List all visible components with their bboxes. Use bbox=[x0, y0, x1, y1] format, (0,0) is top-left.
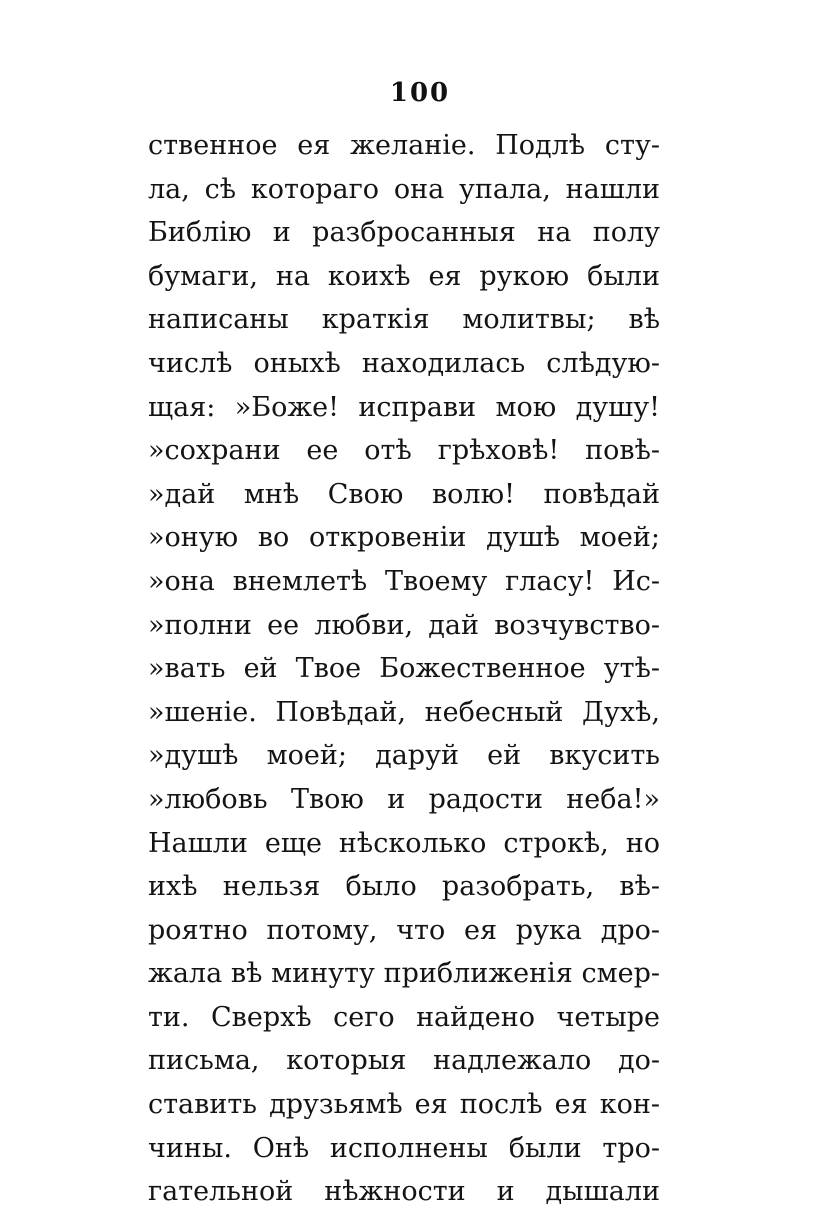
text-line: »сохрани ее отѣ грѣховѣ! повѣ- bbox=[148, 435, 660, 467]
text-line: »оную во откровеніи душѣ моей; bbox=[148, 522, 660, 554]
text-line: Нашли еще нѣсколько строкѣ, но bbox=[148, 827, 660, 859]
text-line: ихѣ нельзя было разобрать, вѣ- bbox=[148, 871, 660, 903]
text-line: »полни ее любви, дай возчувство- bbox=[148, 609, 660, 641]
text-line: »шеніе. Повѣдай, небесный Духѣ, bbox=[148, 696, 660, 728]
page-number: 100 bbox=[389, 78, 451, 108]
text-line: числѣ оныхѣ находилась слѣдую- bbox=[148, 347, 660, 379]
text-line: ственное ея желаніе. Подлѣ сту- bbox=[148, 130, 660, 161]
text-line: жала вѣ минуту приближенія смер- bbox=[148, 958, 660, 990]
text-line: написаны краткія молитвы; вѣ bbox=[148, 304, 660, 336]
text-line: щая: »Боже! исправи мою душу! bbox=[148, 391, 660, 423]
text-line: ставить друзьямѣ ея послѣ ея кон- bbox=[148, 1089, 660, 1121]
text-line: роятно потому, что ея рука дро- bbox=[148, 914, 660, 946]
text-line: Библію и разбросанныя на полу bbox=[148, 217, 660, 249]
text-line: ти. Сверхѣ сего найдено четыре bbox=[148, 1001, 660, 1033]
text-line: »она внемлетѣ Твоему гласу! Ис- bbox=[148, 565, 660, 597]
text-line: гательной нѣжности и дышали bbox=[148, 1176, 660, 1208]
text-line: бумаги, на коихѣ ея рукою были bbox=[148, 260, 660, 292]
text-line: письма, которыя надлежало до- bbox=[148, 1045, 660, 1077]
text-line: »любовь Твою и радости неба!» bbox=[148, 783, 660, 815]
text-line: »дай мнѣ Свою волю! повѣдай bbox=[148, 478, 660, 510]
text-line: ла, сѣ котораго она упала, нашли bbox=[148, 173, 660, 205]
text-line: чины. Онѣ исполнены были тро- bbox=[148, 1132, 660, 1164]
body-text bbox=[148, 124, 660, 1214]
text-line: »душѣ моей; даруй ей вкусить bbox=[148, 740, 660, 772]
text-line: »вать ей Твое Божественное утѣ- bbox=[148, 653, 660, 685]
